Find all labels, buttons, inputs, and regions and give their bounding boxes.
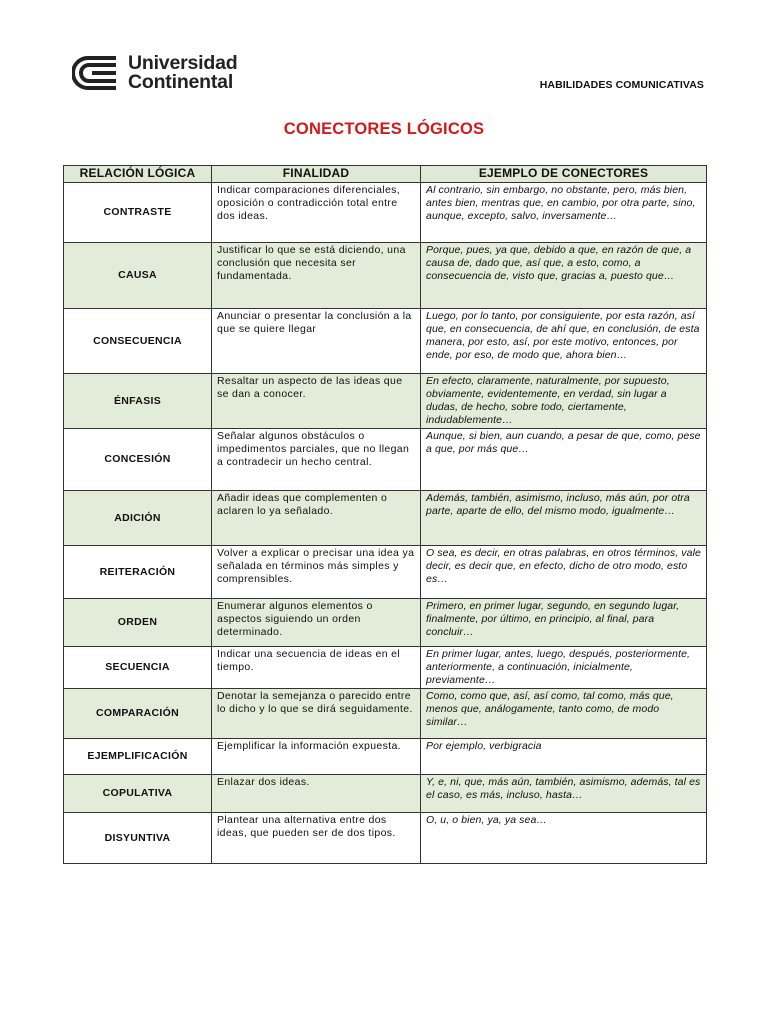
table-row: [64, 775, 707, 813]
table-row: [64, 647, 707, 689]
purpose-cell: Plantear una alternativa entre dos ideas, que pueden ser de dos tipos.: [212, 813, 421, 864]
table-row: [64, 599, 707, 647]
purpose-cell: Ejemplificar la información expuesta.: [212, 739, 421, 775]
purpose-cell: Indicar una secuencia de ideas en el tiempo.: [212, 647, 421, 689]
relation-cell: CAUSA: [64, 243, 212, 309]
examples-cell: En primer lugar, antes, luego, después, posteriormente, anteriormente, a continuación, inicialmente, previamente…: [421, 647, 707, 689]
logo-line-1: Universidad: [128, 52, 238, 74]
relation-cell: EJEMPLIFICACIÓN: [64, 739, 212, 775]
page-title: CONECTORES LÓGICOS: [283, 120, 485, 138]
examples-cell: Además, también, asimismo, incluso, más aún, por otra parte, aparte de ello, del mismo modo, igualmente…: [421, 491, 707, 546]
table-row: [64, 491, 707, 546]
relation-cell: ÉNFASIS: [64, 374, 212, 429]
table-row: [64, 183, 707, 243]
table-header-row: [64, 166, 707, 183]
purpose-cell: Resaltar un aspecto de las ideas que se dan a conocer.: [212, 374, 421, 429]
purpose-cell: Enumerar algunos elementos o aspectos siguiendo un orden determinado.: [212, 599, 421, 647]
table-row: [64, 813, 707, 864]
purpose-cell: Justificar lo que se está diciendo, una conclusión que necesita ser fundamentada.: [212, 243, 421, 309]
purpose-cell: Volver a explicar o precisar una idea ya señalada en términos más simples y comprensibles.: [212, 546, 421, 599]
purpose-cell: Anunciar o presentar la conclusión a la que se quiere llegar: [212, 309, 421, 374]
table-row: [64, 309, 707, 374]
table-row: [64, 429, 707, 491]
purpose-cell: Señalar algunos obstáculos o impedimentos parciales, que no llegan a contradecir un hecho central.: [212, 429, 421, 491]
examples-cell: Aunque, si bien, aun cuando, a pesar de que, como, pese a que, por más que…: [421, 429, 707, 491]
examples-cell: Como, como que, así, así como, tal como, más que, menos que, análogamente, tanto como, de modo similar…: [421, 689, 707, 739]
examples-cell: Por ejemplo, verbigracia: [421, 739, 707, 775]
purpose-cell: Enlazar dos ideas.: [212, 775, 421, 813]
course-name: HABILIDADES COMUNICATIVAS: [539, 79, 704, 91]
examples-cell: Primero, en primer lugar, segundo, en segundo lugar, finalmente, por último, en principio, al final, para concluir…: [421, 599, 707, 647]
examples-cell: En efecto, claramente, naturalmente, por supuesto, obviamente, evidentemente, en verdad, sin lugar a dudas, de hecho, sobre todo, ciertamente, indudablemente…: [421, 374, 707, 429]
column-header-purpose: FINALIDAD: [212, 166, 421, 183]
table-row: [64, 739, 707, 775]
relation-cell: CONCESIÓN: [64, 429, 212, 491]
table-row: [64, 546, 707, 599]
examples-cell: Al contrario, sin embargo, no obstante, pero, más bien, antes bien, mentras que, en cambio, por otra parte, sino, aunque, excepto, salvo, inversamente…: [421, 183, 707, 243]
purpose-cell: Añadir ideas que complementen o aclaren lo ya señalado.: [212, 491, 421, 546]
examples-cell: O sea, es decir, en otras palabras, en otros términos, vale decir, es decir que, en efecto, dicho de otro modo, esto es…: [421, 546, 707, 599]
table-row: [64, 374, 707, 429]
relation-cell: CONSECUENCIA: [64, 309, 212, 374]
examples-cell: Luego, por lo tanto, por consiguiente, por esta razón, así que, en consecuencia, de ahí que, en conclusión, de esta manera, por esto, así, por este motivo, entonces, por ende, por eso, de modo que, ahora bien…: [421, 309, 707, 374]
relation-cell: COMPARACIÓN: [64, 689, 212, 739]
column-header-relation: RELACIÓN LÓGICA: [64, 166, 212, 183]
relation-cell: COPULATIVA: [64, 775, 212, 813]
purpose-cell: Denotar la semejanza o parecido entre lo dicho y lo que se dirá seguidamente.: [212, 689, 421, 739]
column-header-examples: EJEMPLO DE CONECTORES: [421, 166, 707, 183]
logo-mark-icon: [72, 55, 118, 91]
relation-cell: DISYUNTIVA: [64, 813, 212, 864]
table-row: [64, 243, 707, 309]
relation-cell: REITERACIÓN: [64, 546, 212, 599]
logo-line-2: Continental: [128, 71, 234, 93]
connectors-table: [63, 165, 707, 864]
examples-cell: O, u, o bien, ya, ya sea…: [421, 813, 707, 864]
examples-cell: Porque, pues, ya que, debido a que, en razón de que, a causa de, dado que, así que, a esto, como, a consecuencia de, visto que, gracias a, puesto que…: [421, 243, 707, 309]
table-row: [64, 689, 707, 739]
purpose-cell: Indicar comparaciones diferenciales, oposición o contradicción total entre dos ideas.: [212, 183, 421, 243]
examples-cell: Y, e, ni, que, más aún, también, asimismo, además, tal es el caso, es más, incluso, hasta…: [421, 775, 707, 813]
relation-cell: CONTRASTE: [64, 183, 212, 243]
relation-cell: SECUENCIA: [64, 647, 212, 689]
logo-wordmark: [128, 54, 237, 92]
relation-cell: ADICIÓN: [64, 491, 212, 546]
university-logo: [72, 54, 237, 92]
relation-cell: ORDEN: [64, 599, 212, 647]
